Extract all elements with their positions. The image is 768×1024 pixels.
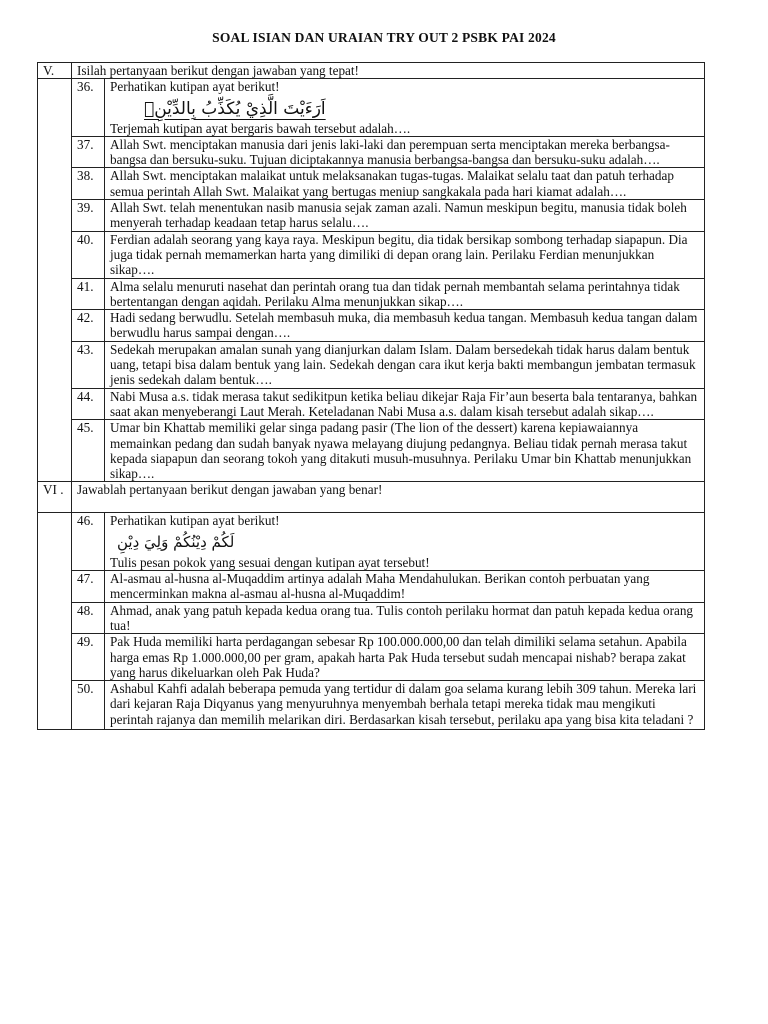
question-number: 36. (72, 79, 105, 137)
question-text: Sedekah merupakan amalan sunah yang dianjurkan dalam Islam. Dalam bersedekah tidak harus dalam bentuk uang, tetapi bisa dalam bentuk yang lain. Sedekah dengan cara ikut kerja bakti membangun jembatan termasuk jenis sedekah dalam bentuk…. (105, 341, 705, 388)
question-number: 37. (72, 136, 105, 168)
question-number: 42. (72, 310, 105, 342)
question-prompt: Perhatikan kutipan ayat berikut! (110, 513, 280, 529)
question-text: Hadi sedang berwudlu. Setelah membasuh muka, dia membasuh kedua tangan. Membasuh kedua tangan dalam berwudlu harus sampai dengan…. (105, 310, 705, 342)
question-text: Allah Swt. menciptakan malaikat untuk melaksanakan tugas-tugas. Malaikat selalu taat dan patuh terhadap semua perintah Allah Swt. Malaikat yang bertugas meniup sangkakala pada hari kiamat adalah…. (105, 168, 705, 200)
question-text: Ferdian adalah seorang yang kaya raya. Meskipun begitu, dia tidak bersikap sombong terhadap siapapun. Dia juga tidak pernah memamerkan harta yang dimiliki di depan orang lain. Perilaku Ferdian menunjukkan sikap…. (105, 231, 705, 278)
question-row-42 (38, 310, 705, 342)
question-row-48 (38, 602, 705, 634)
question-number: 39. (72, 200, 105, 232)
question-row-45 (38, 420, 705, 482)
arabic-verse: اَرَءَيْتَ الَّذِيْ يُكَذِّبُ بِالدِّيْنِۗ (144, 98, 326, 119)
question-number: 49. (72, 634, 105, 681)
question-row-38 (38, 168, 705, 200)
question-text: Pak Huda memiliki harta perdagangan sebesar Rp 100.000.000,00 dan telah dimiliki selama setahun. Apabila harga emas Rp 1.000.000,00 per gram, apakah harta Pak Huda tersebut sudah mencapai nishab? berapa zakat yang harus dikeluarkan oleh Pak Huda? (105, 634, 705, 681)
question-table (37, 62, 705, 730)
question-number: 50. (72, 681, 105, 730)
question-text: Alma selalu menuruti nasehat dan perintah orang tua dan tidak pernah membantah selama perintahnya tidak bertentangan dengan aqidah. Perilaku Alma menunjukkan sikap…. (105, 278, 705, 310)
section-label: V. (38, 63, 72, 79)
question-number: 44. (72, 388, 105, 420)
question-followup: Tulis pesan pokok yang sesuai dengan kutipan ayat tersebut! (110, 554, 430, 570)
page-title: SOAL ISIAN DAN URAIAN TRY OUT 2 PSBK PAI 2024 (212, 30, 556, 45)
question-number: 43. (72, 341, 105, 388)
question-number: 47. (72, 571, 105, 603)
question-number: 38. (72, 168, 105, 200)
question-row-37 (38, 136, 705, 168)
section-header-vi (38, 482, 705, 513)
question-number: 48. (72, 602, 105, 634)
question-number: 41. (72, 278, 105, 310)
question-number: 40. (72, 231, 105, 278)
section-instruction: Jawablah pertanyaan berikut dengan jawaban yang benar! (72, 482, 705, 513)
question-number: 45. (72, 420, 105, 482)
section-header-v (38, 63, 705, 79)
question-text: Allah Swt. telah menentukan nasib manusia sejak zaman azali. Namun meskipun begitu, manusia tidak boleh menyerah terhadap keadaan tetap harus selalu…. (105, 200, 705, 232)
question-row-41 (38, 278, 705, 310)
question-text (105, 79, 705, 137)
section-label: VI . (38, 482, 72, 513)
question-row-47 (38, 571, 705, 603)
section-instruction: Isilah pertanyaan berikut dengan jawaban yang tepat! (72, 63, 705, 79)
question-row-39 (38, 200, 705, 232)
section-spacer (38, 79, 72, 482)
arabic-verse: لَكُمْ دِيْنُكُمْ وَلِيَ دِيْنِ (117, 532, 235, 551)
question-row-40 (38, 231, 705, 278)
question-row-36 (38, 79, 705, 137)
question-text: Allah Swt. menciptakan manusia dari jenis laki-laki dan perempuan serta menciptakan mereka berbangsa-bangsa dan bersuku-suku. Tujuan diciptakannya manusia berbangsa-bangsa dan bersuku-suku adalah…. (105, 136, 705, 168)
question-text: Nabi Musa a.s. tidak merasa takut sedikitpun ketika beliau dikejar Raja Fir’aun beserta bala tentaranya, bahkan saat akan menyeberangi Laut Merah. Keteladanan Nabi Musa a.s. dalam kisah tersebut adalah sikap…. (105, 388, 705, 420)
question-row-43 (38, 341, 705, 388)
question-text: Umar bin Khattab memiliki gelar singa padang pasir (The lion of the dessert) karena kepiawaiannya memainkan pedang dan sudah banyak nyawa melayang diujung pedangnya. Beliau tidak pernah merasa takut kepada siapapun dan seorang tokoh yang ditakuti musuh-musuhnya. Perilaku Umar bin Khattab menunjukkan sikap…. (105, 420, 705, 482)
section-spacer (38, 513, 72, 730)
question-row-49 (38, 634, 705, 681)
question-number: 46. (72, 513, 105, 571)
question-text (105, 513, 705, 571)
question-row-46 (38, 513, 705, 571)
question-text: Ashabul Kahfi adalah beberapa pemuda yang tertidur di dalam goa selama kurang lebih 309 tahun. Mereka lari dari kejaran Raja Diqyanus yang menyuruhnya menyembah berhala tetapi mereka tidak mau mengikuti perintah rajanya dan memilih melarikan diri. Berdasarkan kisah tersebut, perilaku apa yang bisa kita teladani ? (105, 681, 705, 730)
question-prompt: Perhatikan kutipan ayat berikut! (110, 79, 280, 95)
question-followup: Terjemah kutipan ayat bergaris bawah tersebut adalah…. (110, 120, 411, 136)
question-text: Al-asmau al-husna al-Muqaddim artinya adalah Maha Mendahulukan. Berikan contoh perbuatan yang mencerminkan makna al-asmau al-husna al-Muqaddim! (105, 571, 705, 603)
question-row-44 (38, 388, 705, 420)
question-text: Ahmad, anak yang patuh kepada kedua orang tua. Tulis contoh perilaku hormat dan patuh kepada kedua orang tua! (105, 602, 705, 634)
question-row-50 (38, 681, 705, 730)
